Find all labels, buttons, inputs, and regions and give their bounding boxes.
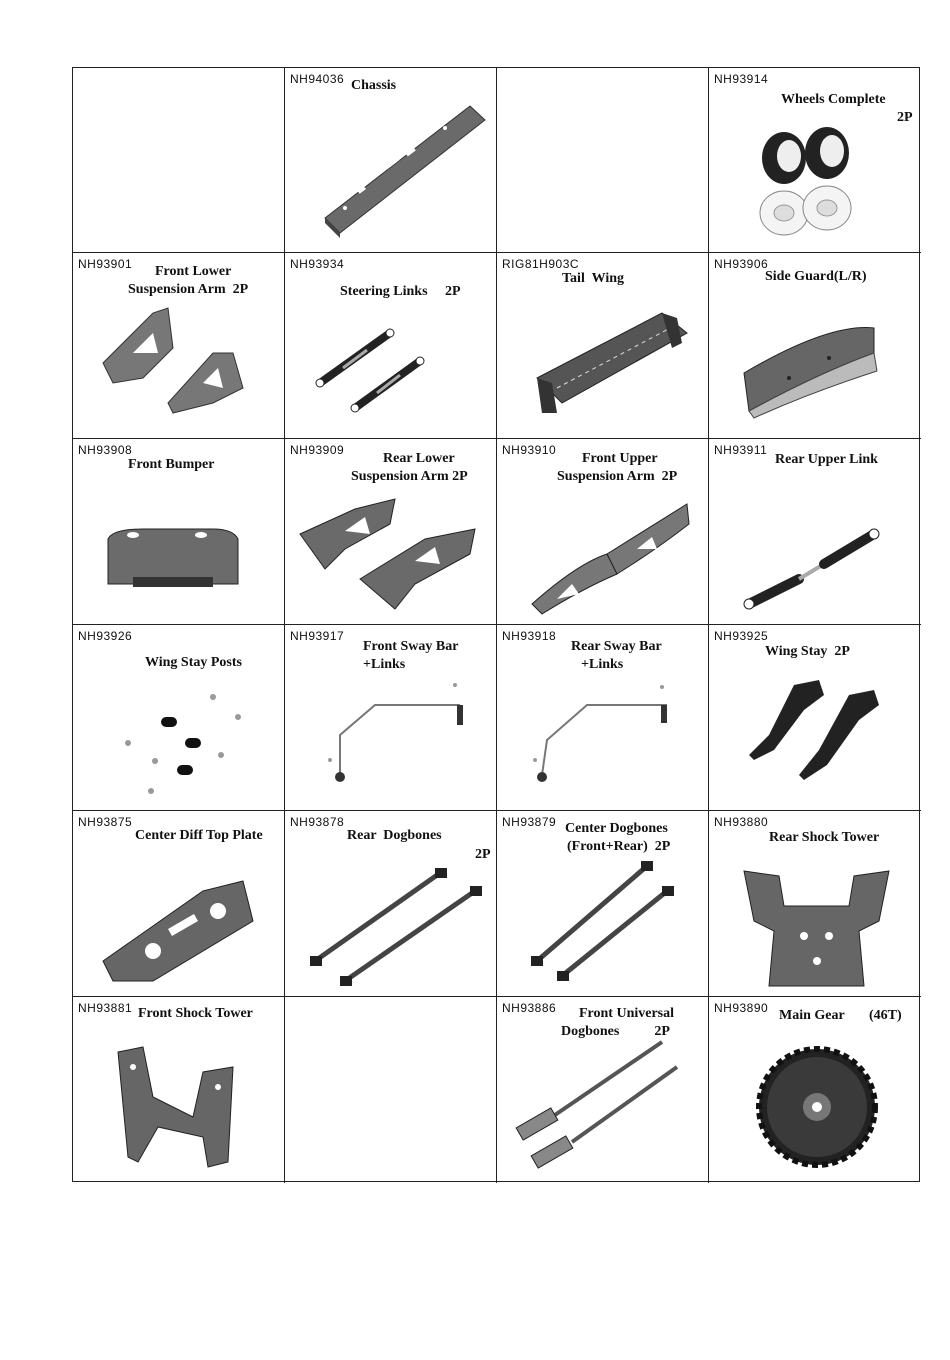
part-cell-rear-lower-arm bbox=[285, 439, 497, 625]
part-name: Center Dogbones bbox=[565, 821, 668, 836]
front-sway-bar-image bbox=[285, 625, 497, 811]
steering-links-image bbox=[285, 253, 497, 439]
part-name: Side Guard(L/R) bbox=[765, 269, 867, 284]
main-gear-image bbox=[709, 997, 921, 1183]
part-name-line2: Suspension Arm 2P bbox=[351, 469, 468, 484]
rear-shock-tower-image bbox=[709, 811, 921, 997]
part-code: NH93890 bbox=[714, 1001, 769, 1015]
part-code: NH93886 bbox=[502, 1001, 557, 1015]
part-cell-side-guard bbox=[709, 253, 921, 439]
part-cell-wing-stay bbox=[709, 625, 921, 811]
front-shock-tower-image bbox=[73, 997, 285, 1183]
part-name: Front Shock Tower bbox=[138, 1006, 253, 1021]
part-cell-chassis bbox=[285, 68, 497, 253]
part-name: Wing Stay 2P bbox=[765, 644, 850, 659]
part-name-line2: 2P bbox=[475, 847, 491, 862]
part-cell-main-gear bbox=[709, 997, 921, 1183]
part-cell-center-dogbones bbox=[497, 811, 709, 997]
part-name: Main Gear (46T) bbox=[779, 1008, 902, 1023]
part-code: NH93881 bbox=[78, 1001, 133, 1015]
part-cell-front-universal-dogbones bbox=[497, 997, 709, 1183]
part-cell-wing-stay-posts bbox=[73, 625, 285, 811]
part-name-line2: 2P bbox=[897, 110, 913, 125]
part-code: NH93908 bbox=[78, 443, 133, 457]
front-bumper-image bbox=[73, 439, 285, 625]
part-code: NH93914 bbox=[714, 72, 769, 86]
part-name: Chassis bbox=[351, 78, 397, 93]
wing-stay-posts-image bbox=[73, 625, 285, 811]
part-name-line2: Suspension Arm 2P bbox=[557, 469, 678, 484]
part-cell-center-diff-top-plate bbox=[73, 811, 285, 997]
front-universal-dogbones-image bbox=[497, 997, 709, 1183]
parts-table bbox=[72, 67, 920, 1182]
part-name-line2: +Links bbox=[363, 657, 406, 672]
part-cell-steering-links bbox=[285, 253, 497, 439]
part-code: RIG81H903C bbox=[502, 257, 580, 271]
part-name-line2: Dogbones 2P bbox=[561, 1024, 670, 1039]
part-code: NH93906 bbox=[714, 257, 769, 271]
part-name: Center Diff Top Plate bbox=[135, 828, 263, 843]
part-name: Front Universal bbox=[579, 1006, 675, 1021]
part-name: Steering Links 2P bbox=[340, 284, 461, 299]
part-name: Front Bumper bbox=[128, 457, 215, 472]
part-cell-empty bbox=[497, 68, 709, 253]
part-name: Rear Lower bbox=[383, 451, 455, 466]
part-cell-rear-dogbones bbox=[285, 811, 497, 997]
part-cell-empty bbox=[285, 997, 497, 1183]
part-name: Wing Stay Posts bbox=[145, 655, 242, 670]
part-code: NH93901 bbox=[78, 257, 133, 271]
part-name: Rear Sway Bar bbox=[571, 639, 662, 654]
part-code: NH93926 bbox=[78, 629, 133, 643]
part-cell-front-sway-bar bbox=[285, 625, 497, 811]
part-cell-rear-sway-bar bbox=[497, 625, 709, 811]
part-cell-wheels bbox=[709, 68, 921, 253]
part-code: NH93875 bbox=[78, 815, 133, 829]
part-name: Rear Shock Tower bbox=[769, 830, 880, 845]
part-cell-empty bbox=[73, 68, 285, 253]
rear-lower-arm-image bbox=[285, 439, 497, 625]
part-name: Rear Dogbones bbox=[347, 828, 442, 843]
wing-stay-image bbox=[709, 625, 921, 811]
part-name: Rear Upper Link bbox=[775, 452, 878, 467]
part-code: NH93934 bbox=[290, 257, 345, 271]
part-cell-tail-wing bbox=[497, 253, 709, 439]
part-name-line2: +Links bbox=[581, 657, 624, 672]
front-lower-arm-image bbox=[73, 253, 285, 439]
part-code: NH94036 bbox=[290, 72, 345, 86]
part-code: NH93910 bbox=[502, 443, 557, 457]
part-cell-front-lower-arm bbox=[73, 253, 285, 439]
side-guard-image bbox=[709, 253, 921, 439]
part-name: Tail Wing bbox=[562, 271, 625, 286]
part-code: NH93925 bbox=[714, 629, 769, 643]
part-name-line2: Suspension Arm 2P bbox=[128, 282, 249, 297]
part-code: NH93911 bbox=[714, 443, 768, 457]
rear-upper-link-image bbox=[709, 439, 921, 625]
part-name-line2: (Front+Rear) 2P bbox=[567, 839, 671, 854]
part-cell-rear-shock-tower bbox=[709, 811, 921, 997]
part-name: Front Upper bbox=[582, 451, 658, 466]
center-diff-top-plate-image bbox=[73, 811, 285, 997]
part-code: NH93878 bbox=[290, 815, 345, 829]
part-code: NH93880 bbox=[714, 815, 769, 829]
front-upper-arm-image bbox=[497, 439, 709, 625]
chassis-image bbox=[285, 68, 497, 253]
part-code: NH93879 bbox=[502, 815, 557, 829]
center-dogbones-image bbox=[497, 811, 709, 997]
part-name: Front Lower bbox=[155, 264, 232, 279]
part-cell-front-bumper bbox=[73, 439, 285, 625]
wheels-image bbox=[709, 68, 921, 253]
rear-dogbones-image bbox=[285, 811, 497, 997]
part-cell-front-upper-arm bbox=[497, 439, 709, 625]
part-code: NH93918 bbox=[502, 629, 557, 643]
part-cell-front-shock-tower bbox=[73, 997, 285, 1183]
part-code: NH93917 bbox=[290, 629, 345, 643]
part-code: NH93909 bbox=[290, 443, 345, 457]
tail-wing-image bbox=[497, 253, 709, 439]
part-name: Wheels Complete bbox=[781, 92, 886, 107]
part-cell-rear-upper-link bbox=[709, 439, 921, 625]
rear-sway-bar-image bbox=[497, 625, 709, 811]
part-name: Front Sway Bar bbox=[363, 639, 459, 654]
